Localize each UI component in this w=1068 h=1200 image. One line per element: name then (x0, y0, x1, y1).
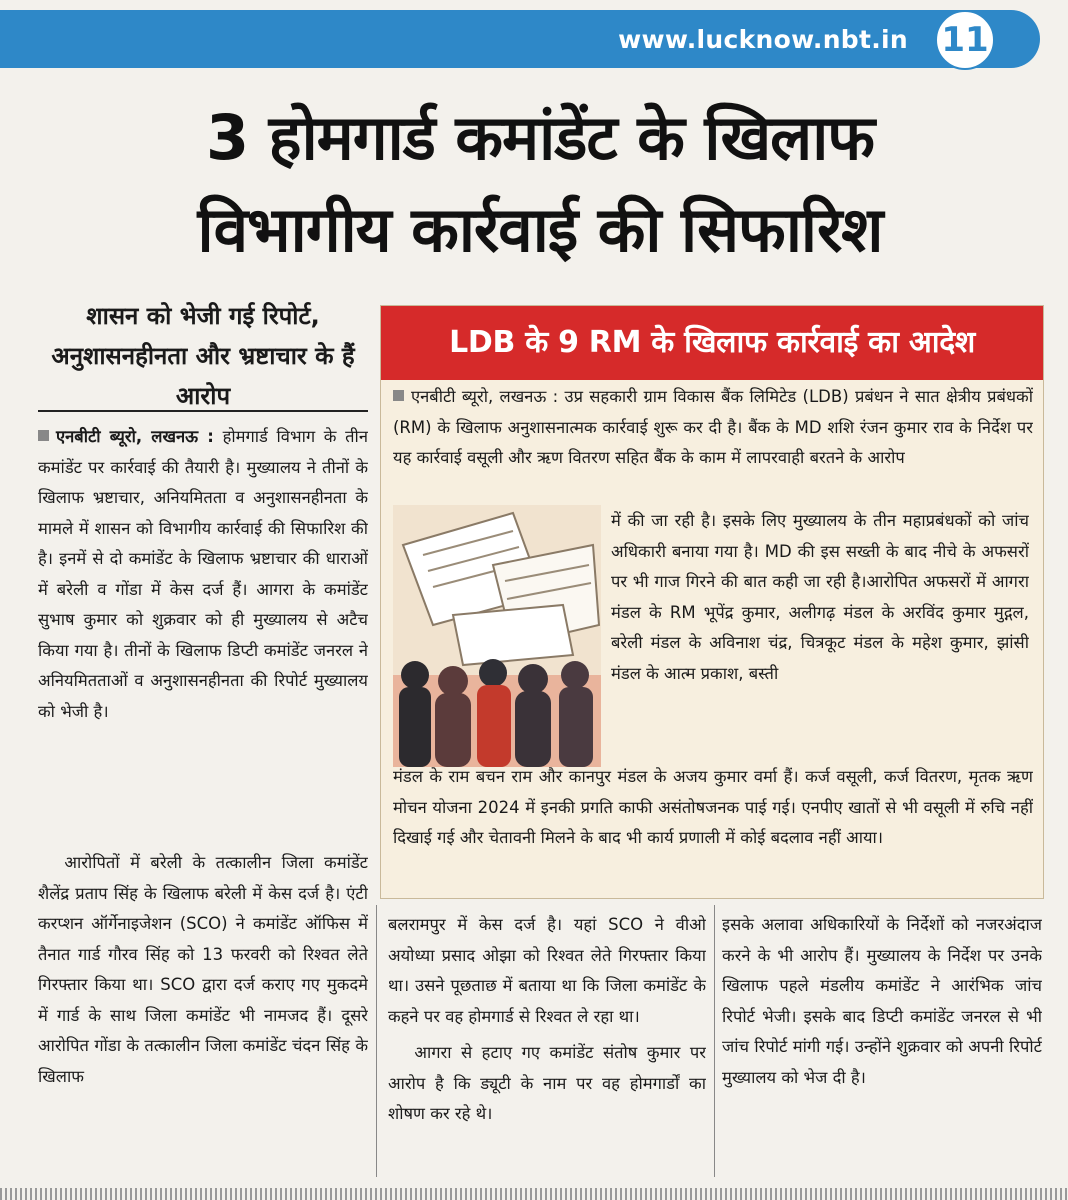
left-story-byline: एनबीटी ब्यूरो, लखनऊ : (56, 427, 214, 446)
ldb-text-bottom: मंडल के राम बचन राम और कानपुर मंडल के अजय कुमार वर्मा हैं। कर्ज वसूली, कर्ज वितरण, मृतक ऋण मोचन योजना 2024 में इनकी प्रगति काफी असंतोषजनक पाई गई। एनपीए खातों से भी वसूली में रुचि नहीं दिखाई गई और चेतावनी मिलने के बाद भी कार्य प्रणाली में कोई बदलाव नहीं आया। (393, 767, 1033, 847)
column-divider-2 (714, 905, 715, 1177)
page-number-badge: 11 (935, 10, 995, 70)
left-story-column-3 (722, 910, 1042, 1180)
ldb-box-text-side (611, 506, 1029, 768)
ldb-box-title: LDB के 9 RM के खिलाफ कार्रवाई का आदेश (381, 306, 1043, 380)
ldb-box-text-top (393, 382, 1033, 518)
masthead-bar (0, 0, 1068, 78)
left-story-column-2 (388, 910, 706, 1180)
headline-line-1: 3 होमगार्ड कमांडेंट के खिलाफ (205, 101, 875, 174)
ldb-byline: एनबीटी ब्यूरो, लखनऊ : (411, 387, 559, 406)
left-story-col2-para-2: आगरा से हटाए गए कमांडेंट संतोष कुमार पर आरोप है कि ड्यूटी के नाम पर वह होमगार्डों का शोषण कर रहे थे। (388, 1043, 706, 1123)
bullet-square-icon (393, 390, 404, 401)
left-story-text-1: होमगार्ड विभाग के तीन कमांडेंट पर कार्रवाई की तैयारी है। मुख्यालय ने तीनों के खिलाफ भ्रष्टाचार, अनियमितता व अनुशासनहीनता के मामले में शासन को विभागीय कार्रवाई की सिफारिश की है। इनमें से दो कमांडेंट के खिलाफ भ्रष्टाचार की धाराओं में बरेली व गोंडा में केस दर्ज हैं। आगरा के कमांडेंट सुभाष कुमार को शुक्रवार को ही मुख्यालय से अटैच किया गया है। तीनों के खिलाफ डिप्टी कमांडेंट जनरल ने अनियमितताओं व अनुशासनहीनता की रिपोर्ट मुख्यालय को भेजी है। (38, 427, 368, 721)
site-url[interactable]: www.lucknow.nbt.in (618, 25, 908, 54)
left-story-para-1 (38, 422, 368, 727)
left-story-col2-para-1: बलरामपुर में केस दर्ज है। यहां SCO ने वीओ अयोध्या प्रसाद ओझा को रिश्वत लेते गिरफ्तार किया था। उसने पूछताछ में बताया था कि जिला कमांडेंट के कहने पर वह होमगार्ड से रिश्वत ले रहा था। (388, 915, 706, 1026)
left-story-column-1 (38, 422, 368, 892)
column-divider-1 (376, 905, 377, 1177)
left-story-col3-para-1: इसके अलावा अधिकारियों के निर्देशों को नजरअंदाज करने के भी आरोप हैं। मुख्यालय के निर्देश पर उनके खिलाफ पहले मंडलीय कमांडेंट ने आरंभिक जांच रिपोर्ट भेजी। इसके बाद डिप्टी कमांडेंट जनरल से भी जांच रिपोर्ट मांगी गई। उन्होंने शुक्रवार को अपनी रिपोर्ट मुख्यालय को भेज दी है। (722, 915, 1042, 1087)
ldb-box-text-bottom (393, 762, 1033, 892)
left-story-para-2: आरोपितों में बरेली के तत्कालीन जिला कमांडेंट शैलेंद्र प्रताप सिंह के खिलाफ बरेली में केस दर्ज है। एंटी करप्शन ऑर्गेनाइजेशन (SCO) ने कमांडेंट ऑफिस में तैनात गार्ड गौरव सिंह को 13 फरवरी को रिश्वत लेते गिरफ्तार किया था। SCO द्वारा दर्ज कराए गए मुकदमे में गार्ड के साथ जिला कमांडेंट भी नामजद हैं। दूसरे आरोपित गोंडा के तत्कालीन जिला कमांडेंट चंदन सिंह के खिलाफ (38, 853, 368, 1086)
subhead-divider (38, 410, 368, 412)
ldb-text-top: उप्र सहकारी ग्राम विकास बैंक लिमिटेड (LDB) प्रबंधन ने सात क्षेत्रीय प्रबंधकों (RM) के खिलाफ अनुशासनात्मक कार्रवाई शुरू कर दी है। बैंक के MD शशि रंजन कुमार राव के निर्देश पर यह कार्रवाई वसूली और ऋण वितरण सहित बैंक के काम में लापरवाही बरतने के आरोप (393, 387, 1033, 467)
headline-line-2: विभागीय कार्रवाई की सिफारिश (197, 193, 883, 266)
page-bottom-border (0, 1188, 1068, 1200)
ldb-text-side: में की जा रही है। इसके लिए मुख्यालय के तीन महाप्रबंधकों को जांच अधिकारी बनाया गया है। MD की इस सख्ती के बाद नीचे के अफसरों पर भी गाज गिरने की बात कही जा रही है।आरोपित अफसरों में आगरा मंडल के RM भूपेंद्र कुमार, अलीगढ़ मंडल के अरविंद कुमार मुद्गल, बरेली मंडल के अविनाश चंद्र, चित्रकूट मंडल के महेश कुमार, झांसी मंडल के आत्म प्रकाश, बस्ती (611, 511, 1029, 683)
bullet-square-icon (38, 430, 49, 441)
left-story-subhead: शासन को भेजी गई रिपोर्ट, अनुशासनहीनता और भ्रष्टाचार के हैं आरोप (51, 302, 355, 410)
main-headline (30, 92, 1050, 276)
crowd-with-documents-illustration (393, 505, 601, 767)
left-story-column-1-continued (38, 848, 368, 1178)
